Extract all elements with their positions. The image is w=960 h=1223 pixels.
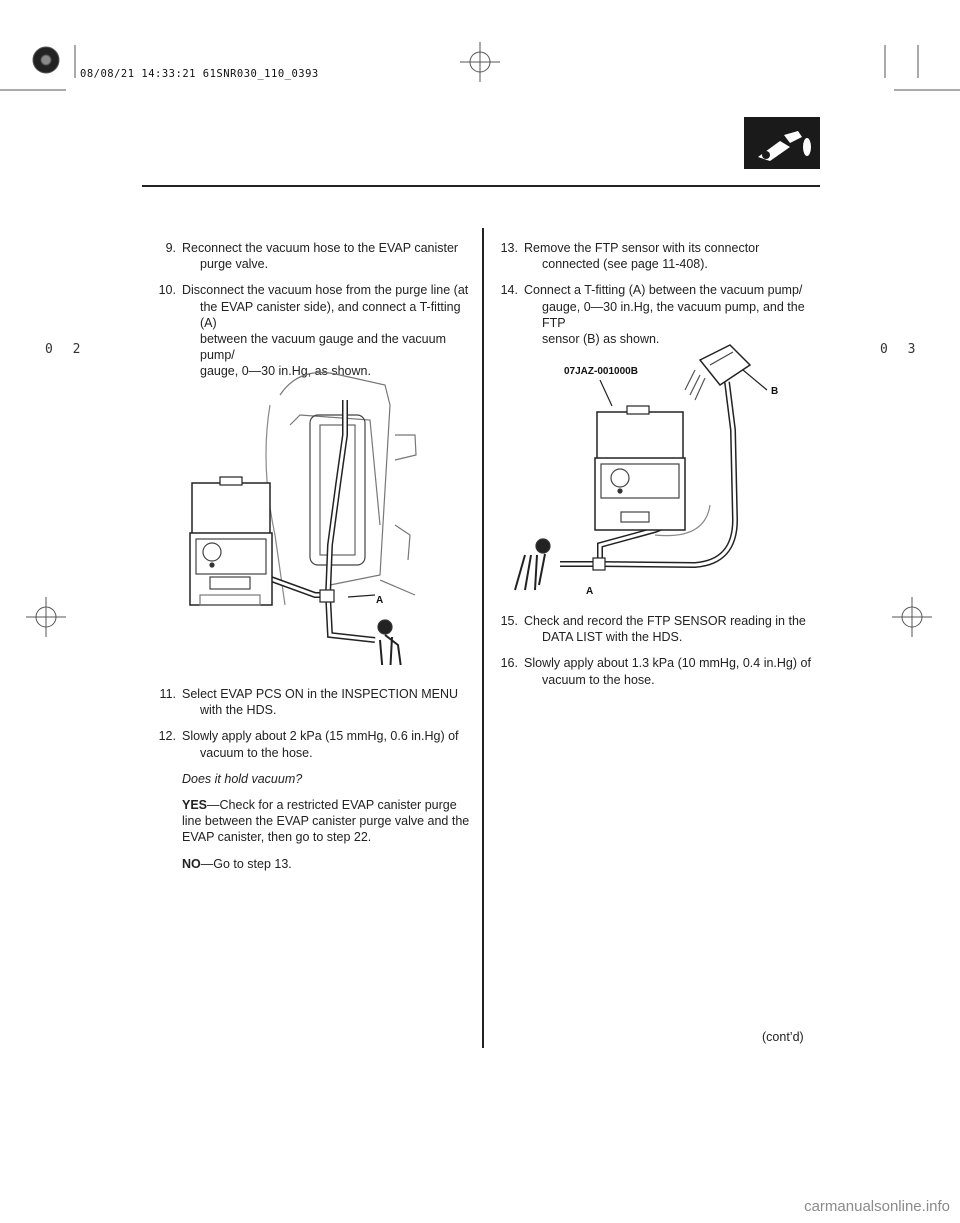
step-16: 16. Slowly apply about 1.3 kPa (10 mmHg, 0.4 in.Hg) of vacuum to the hose. <box>500 656 811 687</box>
figure-label-a-right: A <box>586 586 594 597</box>
continued-note: (cont’d) <box>762 1030 804 1044</box>
evap-canister-figure <box>180 345 430 665</box>
step-11: 11. Select EVAP PCS ON in the INSPECTION MENU with the HDS. <box>159 687 459 718</box>
ftp-sensor-figure <box>505 340 785 600</box>
figure-label-tool: 07JAZ-001000B <box>564 366 638 377</box>
print-stamp: 08/08/21 14:33:21 61SNR030_110_0393 <box>80 68 319 80</box>
step-13: 13. Remove the FTP sensor with its connector connected (see page 11-408). <box>500 241 760 272</box>
left-column-bottom <box>142 686 477 882</box>
step-9: 9. Reconnect the vacuum hose to the EVAP canister purge valve. <box>165 241 459 272</box>
figure-label-a-left: A <box>376 595 384 606</box>
step-14: 14. Connect a T-fitting (A) between the vacuum pump/ gauge, 0—30 in.Hg, the vacuum pump, and the FTP sensor (B) as shown. <box>500 283 805 347</box>
header-rule <box>142 185 820 187</box>
footer-watermark: carmanualsonline.info <box>804 1198 950 1215</box>
page-code-right: 0 3 <box>880 342 922 357</box>
page-code-left: 0 2 <box>45 342 87 357</box>
answer-no: NO—Go to step 13. <box>182 856 292 871</box>
answer-yes: YES—Check for a restricted EVAP canister purge line between the EVAP canister purge valve and the EVAP canister, then go to step 22. <box>182 798 470 845</box>
figure-label-b-right: B <box>771 386 779 397</box>
fuel-pump-icon <box>744 117 820 169</box>
step-12: 12. Slowly apply about 2 kPa (15 mmHg, 0.6 in.Hg) of vacuum to the hose. <box>158 729 459 760</box>
right-column-bottom <box>484 613 824 698</box>
section-badge <box>744 117 820 169</box>
step-10: 10. Disconnect the vacuum hose from the purge line (at the EVAP canister side), and connect a T-fitting (A) between the vacuum gauge and the vacuum pump/ gauge, 0—30 in.Hg, as shown. <box>158 283 469 379</box>
step-15: 15. Check and record the FTP SENSOR reading in the DATA LIST with the HDS. <box>500 614 806 645</box>
check-question: Does it hold vacuum? <box>182 771 303 786</box>
